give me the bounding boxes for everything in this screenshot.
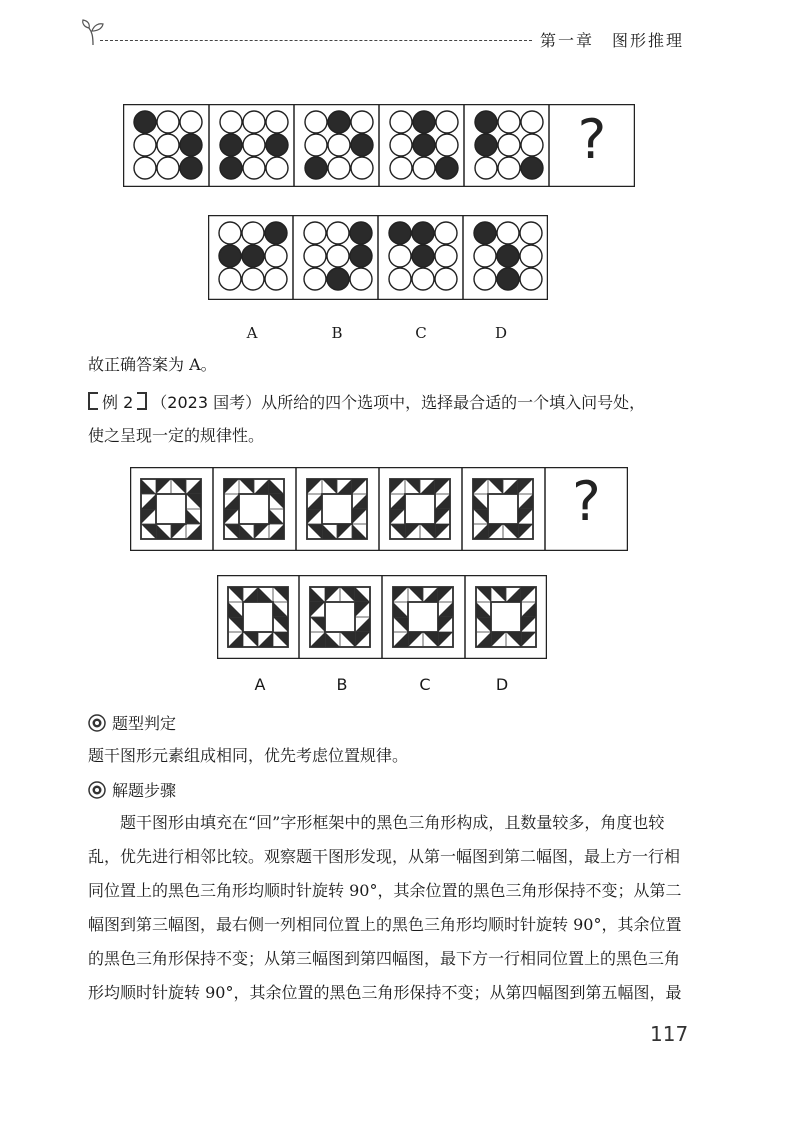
filled-circle	[327, 268, 349, 290]
example2-label-b: B	[336, 675, 348, 694]
empty-circle	[351, 157, 373, 179]
empty-circle	[390, 111, 412, 133]
section1-body: 题干图形元素组成相同，优先考虑位置规律。	[88, 746, 409, 765]
filled-circle	[412, 222, 434, 244]
example1-figure-4	[390, 111, 458, 179]
example2-label-c: C	[419, 675, 431, 694]
example1-label-c: C	[415, 324, 427, 342]
example1-figure-1	[134, 111, 202, 179]
running-header	[540, 28, 702, 51]
empty-circle	[305, 134, 327, 156]
header-rule	[100, 40, 532, 41]
filled-circle	[265, 222, 287, 244]
example2-option-a	[228, 587, 288, 647]
example2-figure-4	[390, 479, 450, 539]
empty-circle	[242, 222, 264, 244]
empty-circle	[520, 245, 542, 267]
chapter-title: 图形推理	[612, 31, 685, 50]
example1-option-d	[474, 222, 542, 290]
empty-circle	[304, 268, 326, 290]
filled-circle	[220, 157, 242, 179]
empty-circle	[242, 268, 264, 290]
filled-circle	[351, 134, 373, 156]
empty-circle	[389, 245, 411, 267]
empty-circle	[412, 268, 434, 290]
empty-circle	[157, 111, 179, 133]
empty-circle	[219, 268, 241, 290]
empty-circle	[521, 134, 543, 156]
example1-figure-5	[475, 111, 543, 179]
filled-circle	[389, 222, 411, 244]
section-bullet-icon	[88, 714, 106, 732]
empty-circle	[328, 157, 350, 179]
empty-circle	[436, 134, 458, 156]
example2-figure-5	[473, 479, 533, 539]
example2-option-b	[310, 587, 370, 647]
empty-circle	[265, 268, 287, 290]
empty-circle	[351, 111, 373, 133]
example1-option-a	[219, 222, 287, 290]
bracket-open-icon	[88, 392, 98, 410]
page-number: 117	[650, 1022, 689, 1046]
example2-tag: 例 2	[102, 393, 134, 412]
example2-source: （2023 国考）	[151, 393, 262, 412]
empty-circle	[350, 268, 372, 290]
empty-circle	[390, 134, 412, 156]
filled-circle	[474, 222, 496, 244]
empty-circle	[220, 111, 242, 133]
example1-label-b: B	[331, 324, 343, 342]
filled-circle	[219, 245, 241, 267]
example1-question-mark: ?	[577, 108, 607, 171]
empty-circle	[413, 157, 435, 179]
filled-circle	[413, 134, 435, 156]
empty-circle	[157, 134, 179, 156]
empty-circle	[305, 111, 327, 133]
filled-circle	[134, 111, 156, 133]
empty-circle	[134, 134, 156, 156]
empty-circle	[304, 222, 326, 244]
filled-circle	[242, 245, 264, 267]
empty-circle	[435, 268, 457, 290]
filled-circle	[475, 111, 497, 133]
empty-circle	[435, 222, 457, 244]
empty-circle	[243, 157, 265, 179]
example2-option-d	[476, 587, 536, 647]
filled-circle	[475, 134, 497, 156]
filled-circle	[180, 134, 202, 156]
section2-title: 解题步骤	[112, 781, 177, 800]
empty-circle	[327, 222, 349, 244]
section2-line-6: 形均顺时针旋转 90°，其余位置的黑色三角形保持不变；从第四幅图到第五幅图，最	[88, 983, 682, 1002]
empty-circle	[389, 268, 411, 290]
example2-figure-1	[141, 479, 201, 539]
filled-circle	[220, 134, 242, 156]
filled-circle	[412, 245, 434, 267]
example2-option-c	[393, 587, 453, 647]
empty-circle	[219, 222, 241, 244]
example1-figure-3	[305, 111, 373, 179]
empty-circle	[521, 111, 543, 133]
bracket-close-icon	[137, 392, 147, 410]
empty-circle	[474, 245, 496, 267]
empty-circle	[328, 134, 350, 156]
filled-circle	[350, 222, 372, 244]
filled-circle	[328, 111, 350, 133]
section-bullet-icon	[88, 781, 106, 799]
empty-circle	[497, 222, 519, 244]
chapter-label: 第一章	[540, 31, 595, 50]
example1-option-b	[304, 222, 372, 290]
empty-circle	[266, 111, 288, 133]
empty-circle	[498, 111, 520, 133]
filled-circle	[350, 245, 372, 267]
empty-circle	[475, 157, 497, 179]
filled-circle	[497, 268, 519, 290]
empty-circle	[304, 245, 326, 267]
section2-line-1: 题干图形由填充在“回”字形框架中的黑色三角形构成，且数量较多，角度也较	[120, 813, 665, 832]
empty-circle	[498, 157, 520, 179]
section2-line-4: 幅图到第三幅图，最右侧一列相同位置上的黑色三角形均顺时针旋转 90°，其余位置	[88, 915, 682, 934]
empty-circle	[265, 245, 287, 267]
empty-circle	[435, 245, 457, 267]
section2-line-3: 同位置上的黑色三角形均顺时针旋转 90°，其余位置的黑色三角形保持不变；从第二	[88, 881, 682, 900]
example2-question	[88, 387, 645, 419]
empty-circle	[498, 134, 520, 156]
empty-circle	[390, 157, 412, 179]
example2-question-line1: 从所给的四个选项中，选择最合适的一个填入问号处，	[261, 393, 646, 412]
filled-circle	[521, 157, 543, 179]
example2-question-line2: 使之呈现一定的规律性。	[88, 426, 265, 445]
empty-circle	[520, 268, 542, 290]
empty-circle	[157, 157, 179, 179]
filled-circle	[266, 134, 288, 156]
empty-circle	[474, 268, 496, 290]
empty-circle	[243, 134, 265, 156]
example1-options-row	[208, 215, 548, 300]
example1-answer: 故正确答案为 A。	[88, 355, 217, 374]
sprout-icon	[80, 18, 106, 46]
filled-circle	[413, 111, 435, 133]
example2-label-a: A	[254, 675, 266, 694]
section2-line-2: 乱，优先进行相邻比较。观察题干图形发现，从第一幅图到第二幅图，最上方一行相	[88, 847, 681, 866]
empty-circle	[436, 111, 458, 133]
example2-question-mark: ?	[572, 470, 601, 533]
example1-option-c	[389, 222, 457, 290]
empty-circle	[327, 245, 349, 267]
filled-circle	[305, 157, 327, 179]
empty-circle	[134, 157, 156, 179]
empty-circle	[266, 157, 288, 179]
empty-circle	[180, 111, 202, 133]
example1-figure-2	[220, 111, 288, 179]
filled-circle	[436, 157, 458, 179]
example1-label-d: D	[494, 324, 508, 342]
filled-circle	[497, 245, 519, 267]
example2-options-row	[217, 575, 547, 659]
filled-circle	[180, 157, 202, 179]
example2-figure-2	[224, 479, 284, 539]
example2-figure-3	[307, 479, 367, 539]
empty-circle	[243, 111, 265, 133]
section1-title: 题型判定	[112, 714, 177, 733]
empty-circle	[520, 222, 542, 244]
section2-line-5: 的黑色三角形保持不变；从第三幅图到第四幅图，最下方一行相同位置上的黑色三角	[88, 949, 681, 968]
example1-label-a: A	[246, 324, 258, 342]
example2-label-d: D	[495, 675, 509, 694]
